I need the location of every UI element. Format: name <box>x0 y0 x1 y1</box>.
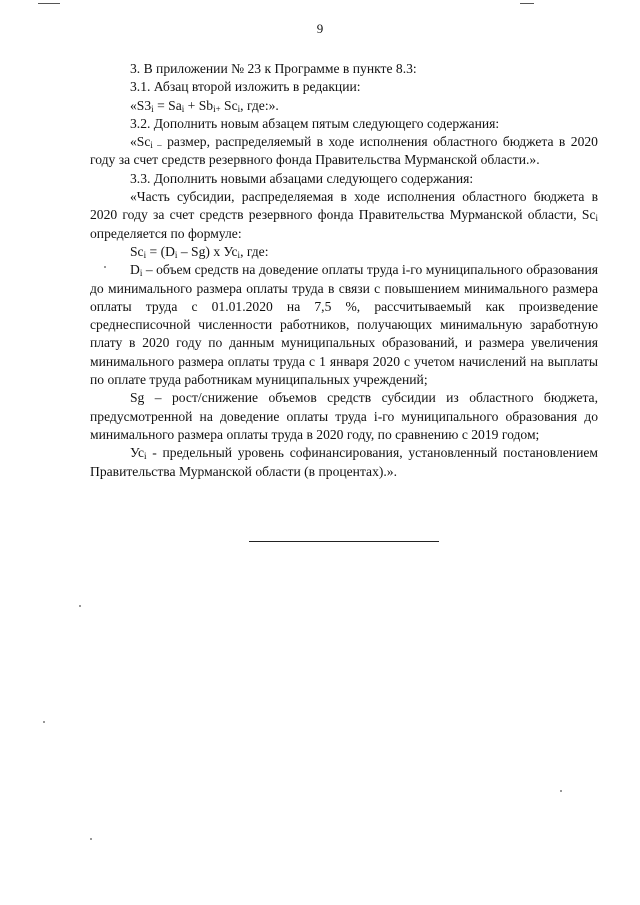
item-3-2: 3.2. Дополнить новым абзацем пятым следующего содержания: <box>130 115 500 131</box>
definition-uc: $Ус_i$ - предельный уровень софинансирования, установленный постановлением Правительства Мурманской области (в процентах).». <box>90 445 598 479</box>
scan-speck <box>79 605 81 607</box>
scan-mark-right <box>520 3 534 4</box>
definition-d: $D_i$ – объем средств на доведение оплаты труда i-го муниципального образования до минимального размера оплаты труда в связи с повышением минимального размера оплаты труда с 01.01.2020 на 7,5 %, рассчитываемый как произведение среднесписочной численности работников, получающих минимальную заработную плату в 2020 году по данным муниципальных образований, и размера увеличения минимального размера оплаты труда с 1 января 2020 с учетом начислений на выплаты по оплате труда работникам муниципальных учреждений; <box>90 262 598 388</box>
item-3-1: 3.1. Абзац второй изложить в редакции: <box>130 79 361 95</box>
scan-speck <box>560 790 562 792</box>
item-3-3: 3.3. Дополнить новыми абзацами следующего содержания: <box>130 170 474 186</box>
formula-sc: $Sc_i = (D_i - Sg)$ х $Ус_i$, где: <box>130 243 269 260</box>
scan-speck <box>90 838 92 840</box>
scan-mark-left <box>38 3 60 4</box>
definition-sg: Sg – рост/снижение объемов средств субсидии из областного бюджета, предусмотренной на доведение оплаты труда i-го муниципального образования до минимального размера оплаты труда в 2020 году, по сравнению с 2019 годом; <box>90 390 598 442</box>
closing-separator-line <box>249 541 439 542</box>
scan-speck <box>104 266 106 268</box>
item-3: 3. В приложении № 23 к Программе в пункте 8.3: <box>130 61 417 76</box>
scan-speck <box>43 721 45 723</box>
formula-s3: «$S3_i = Sa_i + Sb_{i+}$ $Sc_i$, где:». <box>130 97 279 114</box>
page-number: 9 <box>316 21 324 36</box>
definition-sc: «$Sc_{i -}$ размер, распределяемый в ходе исполнения областного бюджета в 2020 году за счет средств резервного фонда Правительства Мурманской области.». <box>90 134 598 168</box>
document-body <box>90 60 598 481</box>
subsidy-paragraph: «Часть субсидии, распределяемая в ходе исполнения областного бюджета в 2020 году за счет средств резервного фонда Правительства Мурманской области, $Sc_i$ определяется по формуле: <box>90 189 598 241</box>
